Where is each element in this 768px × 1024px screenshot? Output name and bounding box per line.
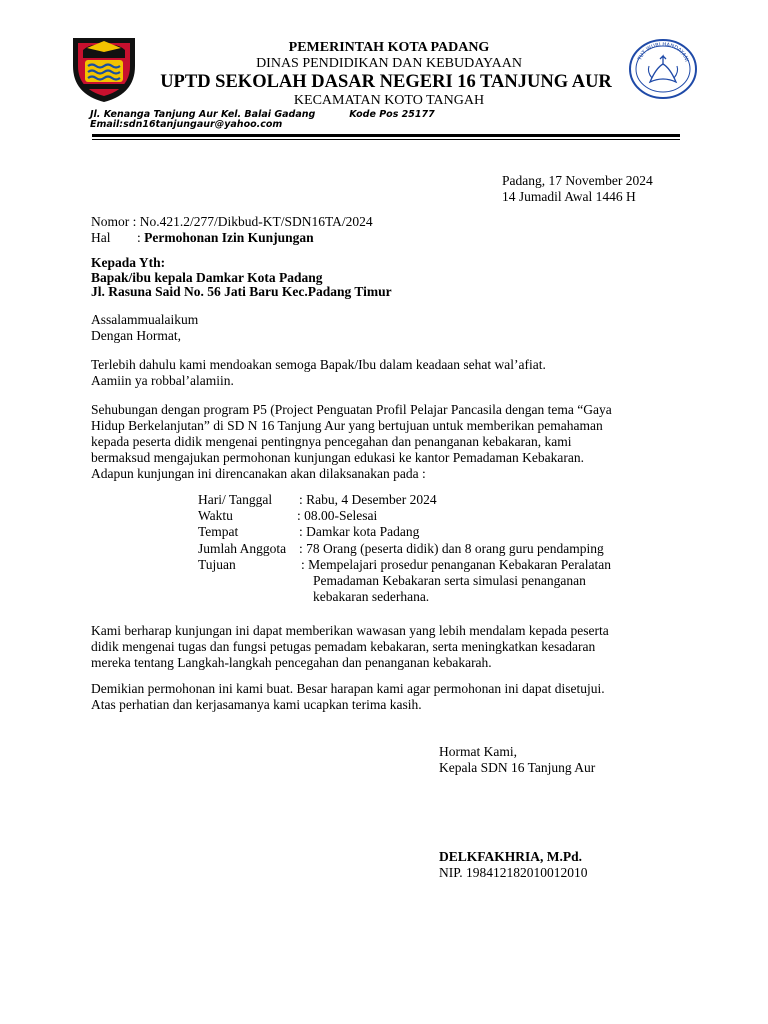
goal-line: : Mempelajari prosedur penanganan Kebakaran Peralatan: [301, 556, 611, 572]
schedule-value: : 08.00-Selesai: [297, 508, 378, 524]
letterhead-divider-thin: [92, 139, 680, 140]
paragraph-line: Adapun kunjungan ini direncanakan akan dilaksanakan pada :: [91, 466, 426, 481]
signature-closing: Hormat Kami,: [439, 744, 517, 759]
paragraph-line: Kami berharap kunjungan ini dapat memberikan wawasan yang lebih mendalam kepada peserta: [91, 623, 609, 638]
hope-paragraph: [91, 623, 609, 671]
goal-line: kebakaran sederhana.: [313, 589, 430, 605]
recipient-block: [91, 256, 392, 300]
letterhead-address: Jl. Kenanga Tanjung Aur Kel. Balai Gadang: [90, 109, 316, 120]
schedule-value: : 78 Orang (peserta didik) dan 8 orang guru pendamping: [299, 540, 604, 556]
purpose-paragraph: [91, 402, 612, 482]
schedule-row-count: [198, 541, 611, 557]
hal-value: Permohonan Izin Kunjungan: [144, 230, 314, 245]
paragraph-line: Aamiin ya robbal’alamiin.: [91, 373, 234, 388]
signatory-nip: NIP. 198412182010012010: [439, 865, 588, 880]
paragraph-line: Hidup Berkelanjutan” di SD N 16 Tanjung Aur yang bertujuan untuk memberikan pemahaman: [91, 418, 603, 433]
letterhead-department: DINAS PENDIDIKAN DAN KEBUDAYAAN: [256, 56, 522, 71]
schedule-row-place: [198, 524, 611, 540]
paragraph-line: kepada peserta didik mengenai pentingnya pencegahan dan penanganan kebakaran, kami: [91, 434, 572, 449]
paragraph-line: Demikian permohonan ini kami buat. Besar harapan kami agar permohonan ini dapat disetujui.: [91, 681, 605, 696]
tut-wuri-handayani-logo: [628, 38, 698, 100]
logo-motto-text: TUT WURI HANDAYANI: [637, 41, 690, 63]
schedule-row-time: [198, 508, 611, 524]
letter-reference: Nomor : No.421.2/277/Dikbud-KT/SDN16TA/2024 Hal : Permohonan Izin Kunjungan: [91, 214, 373, 245]
nomor-label: Nomor: [91, 214, 130, 229]
date-gregorian: Padang, 17 November 2024: [502, 173, 653, 188]
signature-title: Kepala SDN 16 Tanjung Aur: [439, 760, 596, 775]
paragraph-line: Terlebih dahulu kami mendoakan semoga Bapak/Ibu dalam keadaan sehat wal’afiat.: [91, 357, 546, 372]
schedule-label: Waktu: [198, 508, 233, 524]
schedule-label: Hari/ Tanggal: [198, 492, 273, 507]
schedule-row-day: [198, 492, 611, 508]
date-hijri: 14 Jumadil Awal 1446 H: [502, 189, 636, 204]
greeting-hormat: Dengan Hormat,: [91, 328, 181, 343]
letter-date: [502, 173, 653, 205]
letterhead-divider-thick: [92, 134, 680, 137]
schedule-label: Jumlah Anggota: [198, 540, 287, 556]
schedule-value: [299, 557, 611, 606]
signatory-name: DELKFAKHRIA, M.Pd.: [439, 849, 583, 864]
greeting-salam: Assalammualaikum: [91, 312, 199, 327]
paragraph-line: Atas perhatian dan kerjasamanya kami ucapkan terima kasih.: [91, 697, 422, 712]
nomor-value: No.421.2/277/Dikbud-KT/SDN16TA/2024: [139, 214, 373, 229]
letterhead-email: Email:sdn16tanjungaur@yahoo.com: [90, 119, 283, 130]
letterhead-government: PEMERINTAH KOTA PADANG: [288, 40, 490, 55]
signature-header: [439, 744, 595, 776]
letterhead-school-name: UPTD SEKOLAH DASAR NEGERI 16 TANJUNG AUR: [160, 72, 612, 92]
schedule-label: Tempat: [198, 524, 239, 540]
schedule-label: Tujuan: [198, 556, 236, 572]
paragraph-line: didik mengenai tugas dan fungsi petugas pemadam kebakaran, serta meningkatkan kesadaran: [91, 639, 596, 654]
signature-footer: [439, 849, 588, 881]
goal-line: Pemadaman Kebakaran serta simulasi penanganan: [313, 573, 586, 589]
greeting-block: [91, 312, 198, 344]
letterhead-district: KECAMATAN KOTO TANGAH: [293, 93, 485, 108]
hal-label: Hal: [91, 230, 111, 245]
schedule-value: : Rabu, 4 Desember 2024: [299, 492, 437, 507]
visit-schedule-table: [198, 492, 611, 605]
recipient-name: Bapak/ibu kepala Damkar Kota Padang: [91, 269, 323, 285]
city-crest-logo: [71, 36, 137, 104]
paragraph-line: mereka tentang Langkah-langkah pencegahan dan penanganan kebakarah.: [91, 655, 492, 670]
paragraph-line: bermaksud mengajukan permohonan kunjungan edukasi ke kantor Pemadaman Kebakaran.: [91, 450, 584, 465]
closing-paragraph: [91, 681, 605, 713]
letterhead-postal-code: Kode Pos 25177: [349, 109, 435, 120]
recipient-address: Jl. Rasuna Said No. 56 Jati Baru Kec.Padang Timur: [91, 284, 392, 299]
schedule-value: : Damkar kota Padang: [299, 524, 420, 540]
opening-paragraph: [91, 357, 546, 389]
recipient-salutation: Kepada Yth:: [91, 255, 166, 270]
paragraph-line: Sehubungan dengan program P5 (Project Penguatan Profil Pelajar Pancasila dengan tema “Gaya: [91, 402, 612, 417]
schedule-row-goal: [198, 557, 611, 606]
